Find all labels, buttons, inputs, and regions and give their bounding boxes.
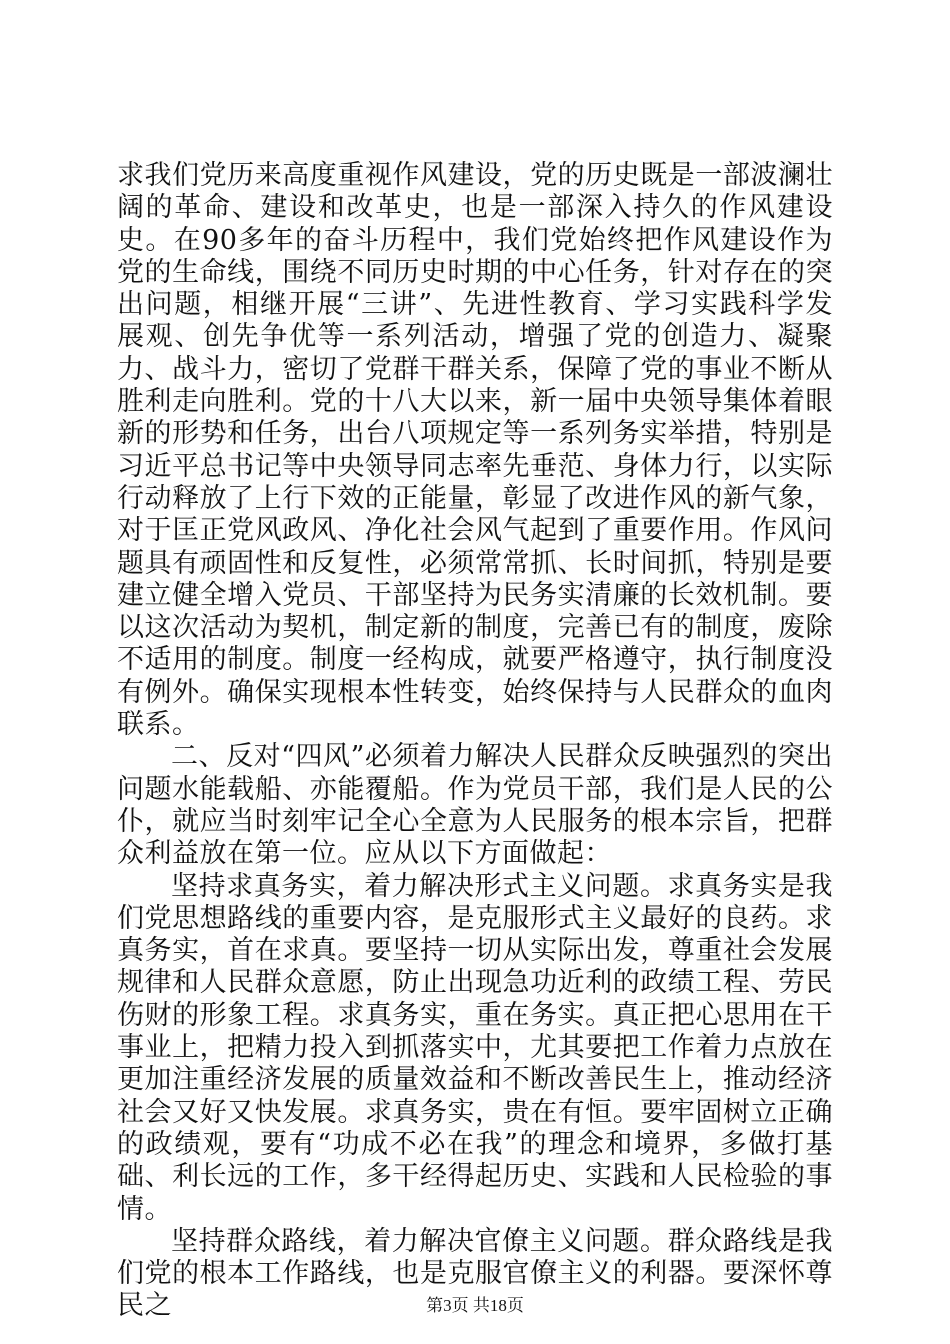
paragraph-continuation: 求我们党历来高度重视作风建设，党的历史既是一部波澜壮阔的革命、建设和改革史，也是一部深入持久的作风建设史。在90多年的奋斗历程中，我们党始终把作风建设作为党的生命线，围绕不同历史时期的中心任务，针对存在的突出问题，相继开展“三讲”、先进性教育、学习实践科学发展观、创先争优等一系列活动，增强了党的创造力、凝聚力、战斗力，密切了党群干群关系，保障了党的事业不断从胜利走向胜利。党的十八大以来，新一届中央领导集体着眼新的形势和任务，出台八项规定等一系列务实举措，特别是习近平总书记等中央领导同志率先垂范、身体力行，以实际行动释放了上行下效的正能量，彰显了改进作风的新气象，对于匡正党风政风、净化社会风气起到了重要作用。作风问题具有顽固性和反复性，必须常常抓、长时间抓，特别是要建立健全增入党员、干部坚持为民务实清廉的长效机制。要以这次活动为契机，制定新的制度，完善已有的制度，废除不适用的制度。制度一经构成，就要严格遵守，执行制度没有例外。确保实现根本性转变，始终保持与人民群众的血肉联系。 [117, 160, 833, 741]
paragraph-mass-line: 坚持群众路线，着力解决官僚主义问题。群众路线是我们党的根本工作路线，也是克服官僚主义的利器。要深怀尊民之 [117, 1225, 833, 1322]
paragraph-section-two: 二、反对“四风”必须着力解决人民群众反映强烈的突出问题水能载船、亦能覆船。作为党员干部，我们是人民的公仆，就应当时刻牢记全心全意为人民服务的根本宗旨，把群众利益放在第一位。应从以下方面做起： [117, 741, 833, 870]
paragraph-seek-truth: 坚持求真务实，着力解决形式主义问题。求真务实是我们党思想路线的重要内容，是克服形式主义最好的良药。求真务实，首在求真。要坚持一切从实际出发，尊重社会发展规律和人民群众意愿，防止出现急功近利的政绩工程、劳民伤财的形象工程。求真务实，重在务实。真正把心思用在干事业上，把精力投入到抓落实中，尤其要把工作着力点放在更加注重经济发展的质量效益和不断改善民生上，推动经济社会又好又快发展。求真务实，贵在有恒。要牢固树立正确的政绩观，要有“功成不必在我”的理念和境界，多做打基础、利长远的工作，多干经得起历史、实践和人民检验的事情。 [117, 870, 833, 1225]
document-body [117, 160, 833, 1323]
page-footer: 第3页 共18页 [426, 1296, 524, 1315]
